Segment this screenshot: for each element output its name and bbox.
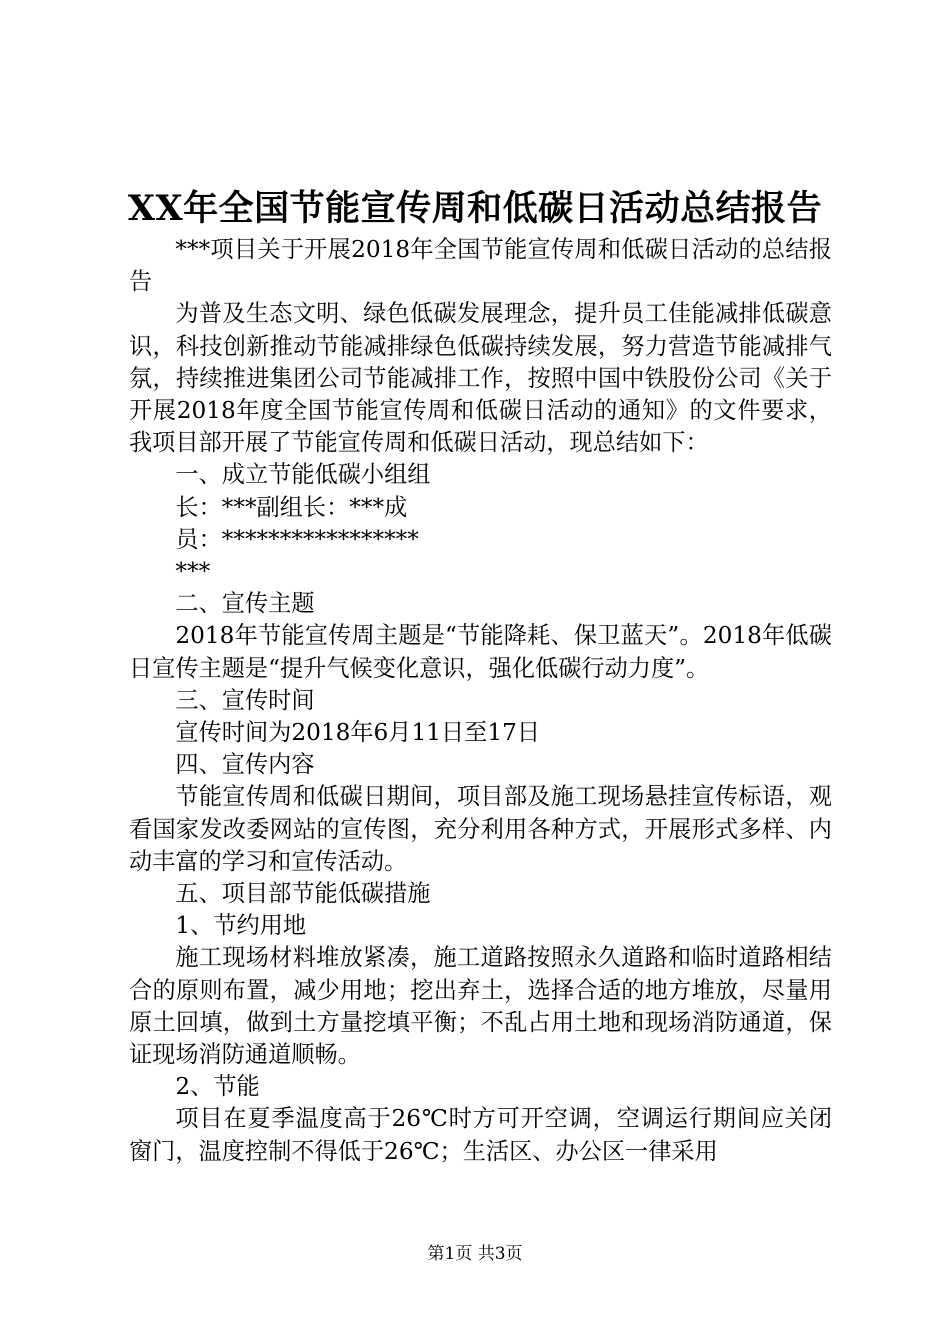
paragraph: 四、宣传内容 bbox=[175, 751, 315, 779]
paragraph: 节能宣传周和低碳日期间，项目部及施工现场悬挂宣传标语，观看国家发改委网站的宣传图，充分利用各种方式，开展形式多样、内动丰富的学习和宣传活动。 bbox=[129, 783, 832, 875]
paragraph: 三、宣传时间 bbox=[175, 686, 315, 714]
paragraph: 1、节约用地 bbox=[175, 912, 307, 940]
paragraph: 施工现场材料堆放紧凑，施工道路按照永久道路和临时道路相结合的原则布置，减少用地；挖出弃土，选择合适的地方堆放，尽量用原土回填，做到土方量挖填平衡；不乱占用土地和现场消防通道，保证现场消防通道顺畅。 bbox=[129, 944, 832, 1069]
document-body bbox=[129, 234, 832, 1168]
paragraph: 2018年节能宣传周主题是“节能降耗、保卫蓝天”。2018年低碳日宣传主题是“提升气候变化意识，强化低碳行动力度”。 bbox=[129, 622, 832, 682]
paragraph: 2、节能 bbox=[175, 1073, 260, 1101]
paragraph: 二、宣传主题 bbox=[175, 590, 315, 618]
paragraph: 为普及生态文明、绿色低碳发展理念，提升员工佳能减排低碳意识，科技创新推动节能减排绿色低碳持续发展，努力营造节能减排气氛，持续推进集团公司节能减排工作，按照中国中铁股份公司《关于开展2018年度全国节能宣传周和低碳日活动的通知》的文件要求，我项目部开展了节能宣传周和低碳日活动，现总结如下： bbox=[129, 300, 832, 457]
paragraph: ***项目关于开展2018年全国节能宣传周和低碳日活动的总结报告 bbox=[129, 236, 832, 296]
paragraph: 宣传时间为2018年6月11日至17日 bbox=[175, 719, 541, 747]
paragraph: *** bbox=[175, 558, 211, 586]
paragraph: 一、成立节能低碳小组组 bbox=[175, 461, 431, 489]
paragraph: 长：***副组长：***成 bbox=[175, 493, 408, 521]
document-title: XX年全国节能宣传周和低碳日活动总结报告 bbox=[127, 188, 823, 229]
page-footer: 第1页 共3页 bbox=[427, 1244, 523, 1264]
paragraph: 项目在夏季温度高于26℃时方可开空调，空调运行期间应关闭窗门，温度控制不得低于26℃；生活区、办公区一律采用 bbox=[129, 1105, 832, 1165]
paragraph: 五、项目部节能低碳措施 bbox=[175, 880, 431, 908]
paragraph: 员：***************** bbox=[175, 525, 419, 553]
